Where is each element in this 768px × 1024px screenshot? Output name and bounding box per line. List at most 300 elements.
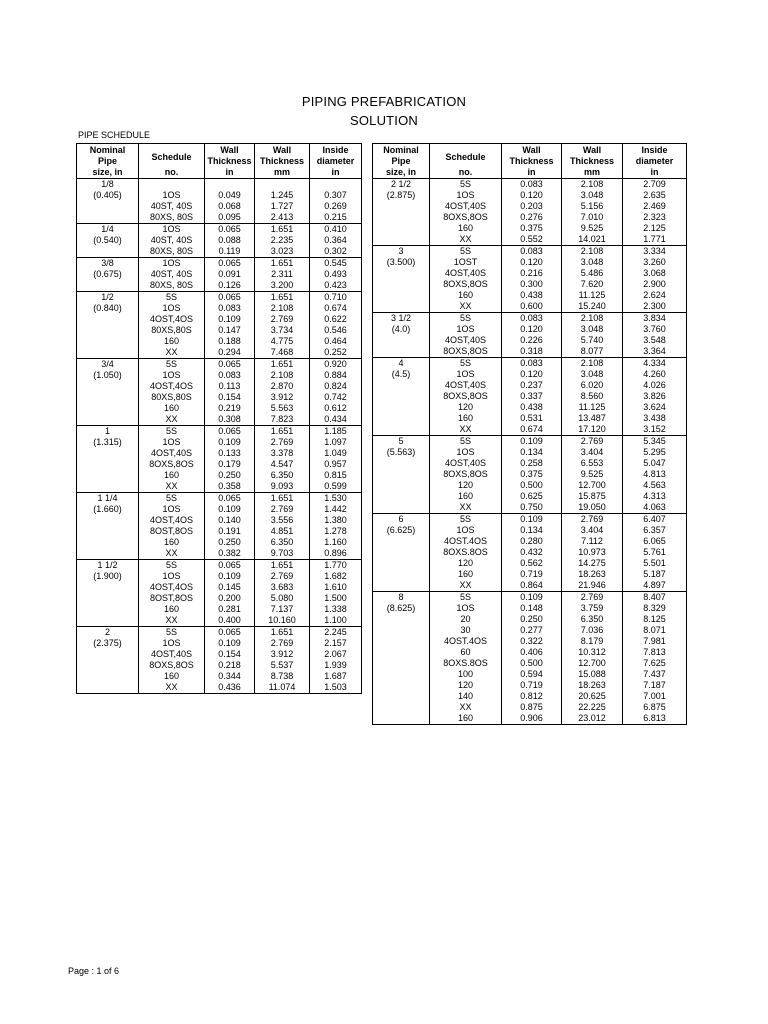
wall-mm-cell: 22.225 (562, 702, 623, 713)
wall-in-cell: 0.065 (205, 224, 255, 236)
inside-dia-cell: 0.307 (310, 190, 362, 201)
wall-in-cell: 0.113 (205, 381, 255, 392)
wall-in-cell: 0.065 (205, 292, 255, 304)
wall-mm-cell: 14.275 (562, 558, 623, 569)
nominal-size-cell: 3/4 (1.050) (77, 359, 139, 426)
schedule-cell: 4OST,40S (430, 458, 502, 469)
inside-dia-cell: 0.599 (310, 481, 362, 493)
nominal-size-cell: 8 (8.625) (373, 592, 430, 725)
wall-in-cell: 0.120 (502, 324, 562, 335)
inside-dia-cell: 4.563 (623, 480, 687, 491)
wall-mm-cell: 2.769 (255, 314, 310, 325)
wall-mm-cell: 2.311 (255, 269, 310, 280)
table-row (77, 359, 362, 371)
table-row (373, 313, 687, 325)
schedule-cell: 8OST,8OS (139, 593, 205, 604)
wall-in-cell: 0.154 (205, 392, 255, 403)
wall-in-cell: 0.594 (502, 669, 562, 680)
wall-mm-cell: 5.537 (255, 660, 310, 671)
inside-dia-cell: 2.245 (310, 627, 362, 639)
inside-dia-cell: 7.187 (623, 680, 687, 691)
wall-in-cell: 0.088 (205, 235, 255, 246)
inside-dia-cell: 1.687 (310, 671, 362, 682)
wall-mm-cell: 6.350 (255, 470, 310, 481)
wall-mm-cell: 2.769 (255, 571, 310, 582)
inside-dia-cell: 3.760 (623, 324, 687, 335)
wall-mm-cell: 14.021 (562, 234, 623, 246)
nominal-size-cell: 6 (6.625) (373, 514, 430, 592)
inside-dia-cell: 4.260 (623, 369, 687, 380)
inside-dia-cell: 0.957 (310, 459, 362, 470)
schedule-cell: 4OST,40S (139, 448, 205, 459)
schedule-cell: 5S (430, 514, 502, 526)
inside-dia-cell: 0.920 (310, 359, 362, 371)
wall-mm-cell: 4.775 (255, 336, 310, 347)
schedule-cell: 1OS (430, 369, 502, 380)
nominal-size-cell: 3 1/2 (4.0) (373, 313, 430, 358)
schedule-cell: 5S (430, 313, 502, 325)
wall-mm-cell: 4.851 (255, 526, 310, 537)
wall-in-cell: 0.109 (205, 571, 255, 582)
schedule-cell: XX (139, 347, 205, 359)
schedule-cell: 5S (139, 292, 205, 304)
schedule-cell: 160 (430, 223, 502, 234)
wall-in-cell: 0.109 (502, 514, 562, 526)
wall-in-cell: 0.438 (502, 290, 562, 301)
wall-mm-cell: 11.125 (562, 402, 623, 413)
wall-in-cell: 0.719 (502, 680, 562, 691)
schedule-cell: XX (430, 424, 502, 436)
inside-dia-cell: 4.026 (623, 380, 687, 391)
inside-dia-cell: 1.380 (310, 515, 362, 526)
header-nominal: Nominal Pipe size, in (373, 144, 430, 179)
wall-mm-cell: 3.912 (255, 649, 310, 660)
schedule-cell: 5S (139, 627, 205, 639)
wall-mm-cell: 15.240 (562, 301, 623, 313)
wall-in-cell: 0.140 (205, 515, 255, 526)
wall-mm-cell: 1.727 (255, 201, 310, 212)
schedule-cell: 160 (430, 569, 502, 580)
wall-in-cell: 0.065 (205, 560, 255, 572)
wall-in-cell: 0.083 (205, 303, 255, 314)
inside-dia-cell: 3.152 (623, 424, 687, 436)
inside-dia-cell: 0.464 (310, 336, 362, 347)
inside-dia-cell: 0.742 (310, 392, 362, 403)
nominal-size-cell: 1 1/2 (1.900) (77, 560, 139, 627)
wall-mm-cell: 1.651 (255, 292, 310, 304)
wall-mm-cell: 7.112 (562, 536, 623, 547)
header-schedule: Schedule no. (430, 144, 502, 179)
wall-mm-cell: 3.556 (255, 515, 310, 526)
wall-in-cell: 0.300 (502, 279, 562, 290)
inside-dia-cell: 1.278 (310, 526, 362, 537)
table-row (77, 493, 362, 505)
schedule-cell: XX (430, 234, 502, 246)
inside-dia-cell: 6.875 (623, 702, 687, 713)
inside-dia-cell: 1.530 (310, 493, 362, 505)
schedule-cell: 5S (430, 592, 502, 604)
wall-in-cell: 0.750 (502, 502, 562, 514)
schedule-cell: 4OST,40S (430, 380, 502, 391)
schedule-cell: 1OS (139, 303, 205, 314)
wall-in-cell: 0.906 (502, 713, 562, 725)
wall-mm-cell: 6.350 (255, 537, 310, 548)
schedule-cell: 5S (139, 426, 205, 438)
wall-mm-cell: 8.560 (562, 391, 623, 402)
schedule-cell: XX (430, 502, 502, 514)
section-label: PIPE SCHEDULE (78, 130, 151, 140)
schedule-cell: 120 (430, 558, 502, 569)
wall-mm-cell: 1.651 (255, 359, 310, 371)
header-wall-mm: Wall Thickness mm (562, 144, 623, 179)
schedule-cell: 1OS (139, 258, 205, 270)
schedule-cell: 40ST, 40S (139, 269, 205, 280)
schedule-cell: 160 (430, 413, 502, 424)
inside-dia-cell: 5.501 (623, 558, 687, 569)
wall-in-cell: 0.120 (502, 190, 562, 201)
inside-dia-cell: 4.313 (623, 491, 687, 502)
inside-dia-cell: 0.612 (310, 403, 362, 414)
wall-mm-cell: 2.235 (255, 235, 310, 246)
inside-dia-cell: 0.493 (310, 269, 362, 280)
schedule-cell: 5S (430, 246, 502, 258)
inside-dia-cell: 7.001 (623, 691, 687, 702)
schedule-cell: 5S (139, 560, 205, 572)
schedule-cell: 160 (139, 671, 205, 682)
inside-dia-cell: 2.469 (623, 201, 687, 212)
wall-in-cell: 0.109 (205, 437, 255, 448)
wall-in-cell: 0.250 (205, 470, 255, 481)
inside-dia-cell: 5.047 (623, 458, 687, 469)
schedule-cell: XX (139, 548, 205, 560)
wall-mm-cell: 2.108 (255, 303, 310, 314)
wall-in-cell: 0.337 (502, 391, 562, 402)
nominal-size-cell: 5 (5.563) (373, 436, 430, 514)
wall-mm-cell: 3.404 (562, 447, 623, 458)
inside-dia-cell: 2.157 (310, 638, 362, 649)
inside-dia-cell: 6.357 (623, 525, 687, 536)
page-title: PIPING PREFABRICATION (301, 94, 467, 109)
inside-dia-cell: 4.897 (623, 580, 687, 592)
table-row (77, 292, 362, 304)
wall-mm-cell: 1.651 (255, 627, 310, 639)
schedule-cell: 4OST,40S (430, 335, 502, 346)
nominal-size-cell: 2 (2.375) (77, 627, 139, 694)
inside-dia-cell (310, 179, 362, 191)
inside-dia-cell: 0.824 (310, 381, 362, 392)
inside-dia-cell: 2.300 (623, 301, 687, 313)
inside-dia-cell: 2.125 (623, 223, 687, 234)
wall-mm-cell: 18.263 (562, 569, 623, 580)
schedule-cell: 80XS, 80S (139, 280, 205, 292)
inside-dia-cell: 7.437 (623, 669, 687, 680)
inside-dia-cell: 1.682 (310, 571, 362, 582)
inside-dia-cell: 3.068 (623, 268, 687, 279)
inside-dia-cell: 0.622 (310, 314, 362, 325)
schedule-cell: 120 (430, 480, 502, 491)
wall-mm-cell: 3.378 (255, 448, 310, 459)
header-nominal: Nominal Pipe size, in (77, 144, 139, 179)
wall-mm-cell: 15.088 (562, 669, 623, 680)
inside-dia-cell: 3.334 (623, 246, 687, 258)
wall-mm-cell: 3.734 (255, 325, 310, 336)
wall-in-cell: 0.109 (205, 638, 255, 649)
inside-dia-cell: 1.770 (310, 560, 362, 572)
schedule-cell: 1OS (139, 638, 205, 649)
wall-mm-cell: 1.245 (255, 190, 310, 201)
schedule-cell: XX (430, 702, 502, 713)
inside-dia-cell: 1.338 (310, 604, 362, 615)
inside-dia-cell: 8.407 (623, 592, 687, 604)
wall-in-cell: 0.216 (502, 268, 562, 279)
wall-in-cell: 0.049 (205, 190, 255, 201)
inside-dia-cell: 1.160 (310, 537, 362, 548)
schedule-cell: 1OS (139, 437, 205, 448)
schedule-cell: 8OST,8OS (139, 526, 205, 537)
inside-dia-cell: 0.546 (310, 325, 362, 336)
schedule-cell: 8OXS,8OS (430, 279, 502, 290)
wall-mm-cell: 9.093 (255, 481, 310, 493)
wall-in-cell: 0.126 (205, 280, 255, 292)
wall-mm-cell: 9.525 (562, 223, 623, 234)
wall-mm-cell: 6.553 (562, 458, 623, 469)
table-row (77, 179, 362, 191)
inside-dia-cell: 2.635 (623, 190, 687, 201)
wall-in-cell: 0.068 (205, 201, 255, 212)
schedule-cell: 80XS,80S (139, 392, 205, 403)
schedule-cell: 80XS, 80S (139, 246, 205, 258)
nominal-size-cell: 1 (1.315) (77, 426, 139, 493)
header-inside-dia: Inside diameter in (310, 144, 362, 179)
wall-in-cell: 0.188 (205, 336, 255, 347)
wall-in-cell: 0.562 (502, 558, 562, 569)
inside-dia-cell: 0.252 (310, 347, 362, 359)
wall-in-cell: 0.109 (502, 436, 562, 448)
inside-dia-cell: 8.125 (623, 614, 687, 625)
wall-mm-cell: 3.200 (255, 280, 310, 292)
wall-mm-cell: 3.023 (255, 246, 310, 258)
schedule-cell: 1OS (430, 525, 502, 536)
wall-in-cell: 0.109 (502, 592, 562, 604)
inside-dia-cell: 1.097 (310, 437, 362, 448)
wall-in-cell: 0.219 (205, 403, 255, 414)
wall-in-cell: 0.500 (502, 658, 562, 669)
inside-dia-cell: 6.813 (623, 713, 687, 725)
wall-mm-cell: 10.312 (562, 647, 623, 658)
wall-mm-cell: 3.912 (255, 392, 310, 403)
wall-mm-cell: 9.703 (255, 548, 310, 560)
wall-in-cell: 0.552 (502, 234, 562, 246)
wall-in-cell: 0.281 (205, 604, 255, 615)
wall-mm-cell: 9.525 (562, 469, 623, 480)
inside-dia-cell: 0.410 (310, 224, 362, 236)
schedule-cell: XX (139, 615, 205, 627)
header-row (373, 144, 687, 179)
inside-dia-cell: 1.100 (310, 615, 362, 627)
schedule-cell: 8OXS,8OS (139, 660, 205, 671)
table-body-left (77, 179, 362, 694)
wall-mm-cell: 2.769 (255, 437, 310, 448)
nominal-size-cell: 1/2 (0.840) (77, 292, 139, 359)
wall-in-cell: 0.375 (502, 469, 562, 480)
schedule-cell: 160 (139, 470, 205, 481)
wall-mm-cell: 11.074 (255, 682, 310, 694)
wall-mm-cell: 3.048 (562, 257, 623, 268)
schedule-cell: 8OXS,8OS (430, 469, 502, 480)
wall-in-cell: 0.318 (502, 346, 562, 358)
wall-in-cell: 0.674 (502, 424, 562, 436)
schedule-cell: 1OS (139, 190, 205, 201)
wall-in-cell: 0.250 (205, 537, 255, 548)
inside-dia-cell: 2.900 (623, 279, 687, 290)
wall-in-cell: 0.083 (502, 246, 562, 258)
wall-in-cell: 0.203 (502, 201, 562, 212)
wall-mm-cell: 1.651 (255, 493, 310, 505)
inside-dia-cell: 2.624 (623, 290, 687, 301)
inside-dia-cell: 3.364 (623, 346, 687, 358)
schedule-cell: XX (430, 580, 502, 592)
schedule-cell: 1OS (430, 447, 502, 458)
schedule-cell: 60 (430, 647, 502, 658)
inside-dia-cell: 1.939 (310, 660, 362, 671)
wall-in-cell: 0.406 (502, 647, 562, 658)
schedule-cell: 1OS (139, 224, 205, 236)
schedule-cell: 8OXS.8OS (430, 658, 502, 669)
table-row (373, 246, 687, 258)
wall-mm-cell: 7.468 (255, 347, 310, 359)
wall-mm-cell: 2.108 (562, 313, 623, 325)
nominal-size-cell: 3 (3.500) (373, 246, 430, 313)
wall-mm-cell: 5.563 (255, 403, 310, 414)
inside-dia-cell: 1.771 (623, 234, 687, 246)
wall-in-cell: 0.277 (502, 625, 562, 636)
wall-in-cell: 0.065 (205, 426, 255, 438)
wall-in-cell: 0.133 (205, 448, 255, 459)
wall-mm-cell: 7.010 (562, 212, 623, 223)
inside-dia-cell: 1.049 (310, 448, 362, 459)
header-wall-in: Wall Thickness in (502, 144, 562, 179)
wall-mm-cell: 3.048 (562, 190, 623, 201)
schedule-cell: 100 (430, 669, 502, 680)
schedule-cell: 4OST.4OS (430, 636, 502, 647)
inside-dia-cell: 2.067 (310, 649, 362, 660)
inside-dia-cell: 6.407 (623, 514, 687, 526)
wall-mm-cell: 2.769 (562, 436, 623, 448)
wall-mm-cell: 1.651 (255, 426, 310, 438)
inside-dia-cell: 0.423 (310, 280, 362, 292)
wall-mm-cell: 15.875 (562, 491, 623, 502)
schedule-cell: 160 (139, 537, 205, 548)
inside-dia-cell: 0.364 (310, 235, 362, 246)
wall-in-cell: 0.065 (205, 493, 255, 505)
wall-mm-cell: 2.108 (255, 370, 310, 381)
wall-in-cell: 0.134 (502, 525, 562, 536)
inside-dia-cell: 3.260 (623, 257, 687, 268)
nominal-size-cell: 3/8 (0.675) (77, 258, 139, 292)
wall-in-cell: 0.600 (502, 301, 562, 313)
wall-mm-cell: 3.404 (562, 525, 623, 536)
schedule-cell: 4OST,40S (430, 201, 502, 212)
wall-in-cell: 0.083 (502, 358, 562, 370)
table-row (77, 627, 362, 639)
wall-in-cell: 0.382 (205, 548, 255, 560)
inside-dia-cell: 3.438 (623, 413, 687, 424)
wall-mm-cell: 18.263 (562, 680, 623, 691)
wall-in-cell: 0.294 (205, 347, 255, 359)
schedule-cell: 1OS (139, 370, 205, 381)
table-body-right (373, 179, 687, 725)
schedule-cell: XX (139, 481, 205, 493)
wall-mm-cell: 5.740 (562, 335, 623, 346)
inside-dia-cell: 2.709 (623, 179, 687, 191)
schedule-cell: XX (139, 414, 205, 426)
wall-in-cell: 0.119 (205, 246, 255, 258)
wall-mm-cell: 10.160 (255, 615, 310, 627)
schedule-cell: 8OXS,8OS (430, 346, 502, 358)
schedule-cell: 120 (430, 680, 502, 691)
table-row (373, 179, 687, 191)
wall-in-cell: 0.625 (502, 491, 562, 502)
wall-in-cell: 0.120 (502, 369, 562, 380)
schedule-cell: 4OST,4OS (139, 515, 205, 526)
wall-mm-cell: 3.048 (562, 369, 623, 380)
wall-in-cell: 0.812 (502, 691, 562, 702)
table-row (373, 358, 687, 370)
wall-mm-cell: 7.823 (255, 414, 310, 426)
wall-mm-cell: 2.769 (255, 504, 310, 515)
schedule-cell: 1OS (139, 571, 205, 582)
wall-in-cell: 0.147 (205, 325, 255, 336)
inside-dia-cell: 8.329 (623, 603, 687, 614)
schedule-cell: XX (430, 301, 502, 313)
wall-mm-cell: 5.080 (255, 593, 310, 604)
wall-in-cell: 0.120 (502, 257, 562, 268)
inside-dia-cell: 0.269 (310, 201, 362, 212)
nominal-size-cell: 1/8 (0.405) (77, 179, 139, 224)
inside-dia-cell: 0.434 (310, 414, 362, 426)
inside-dia-cell: 4.063 (623, 502, 687, 514)
wall-mm-cell: 3.759 (562, 603, 623, 614)
inside-dia-cell: 0.545 (310, 258, 362, 270)
inside-dia-cell: 0.674 (310, 303, 362, 314)
schedule-cell: 5S (430, 436, 502, 448)
schedule-cell: 4OST,4OS (139, 314, 205, 325)
inside-dia-cell: 3.834 (623, 313, 687, 325)
wall-mm-cell: 19.050 (562, 502, 623, 514)
wall-in-cell: 0.191 (205, 526, 255, 537)
wall-in-cell: 0.322 (502, 636, 562, 647)
inside-dia-cell: 3.624 (623, 402, 687, 413)
wall-mm-cell: 12.700 (562, 658, 623, 669)
wall-in-cell: 0.065 (205, 359, 255, 371)
wall-in-cell: 0.280 (502, 536, 562, 547)
wall-in-cell: 0.145 (205, 582, 255, 593)
wall-in-cell: 0.095 (205, 212, 255, 224)
wall-mm-cell: 12.700 (562, 480, 623, 491)
table-row (77, 560, 362, 572)
wall-mm-cell: 6.020 (562, 380, 623, 391)
wall-in-cell: 0.091 (205, 269, 255, 280)
wall-in-cell: 0.109 (205, 314, 255, 325)
inside-dia-cell: 7.813 (623, 647, 687, 658)
nominal-size-cell: 4 (4.5) (373, 358, 430, 436)
schedule-cell: 8OXS,8OS (430, 391, 502, 402)
wall-mm-cell: 3.048 (562, 324, 623, 335)
wall-mm-cell: 2.413 (255, 212, 310, 224)
header-wall-mm: Wall Thickness mm (255, 144, 310, 179)
inside-dia-cell: 5.295 (623, 447, 687, 458)
wall-mm-cell: 7.137 (255, 604, 310, 615)
